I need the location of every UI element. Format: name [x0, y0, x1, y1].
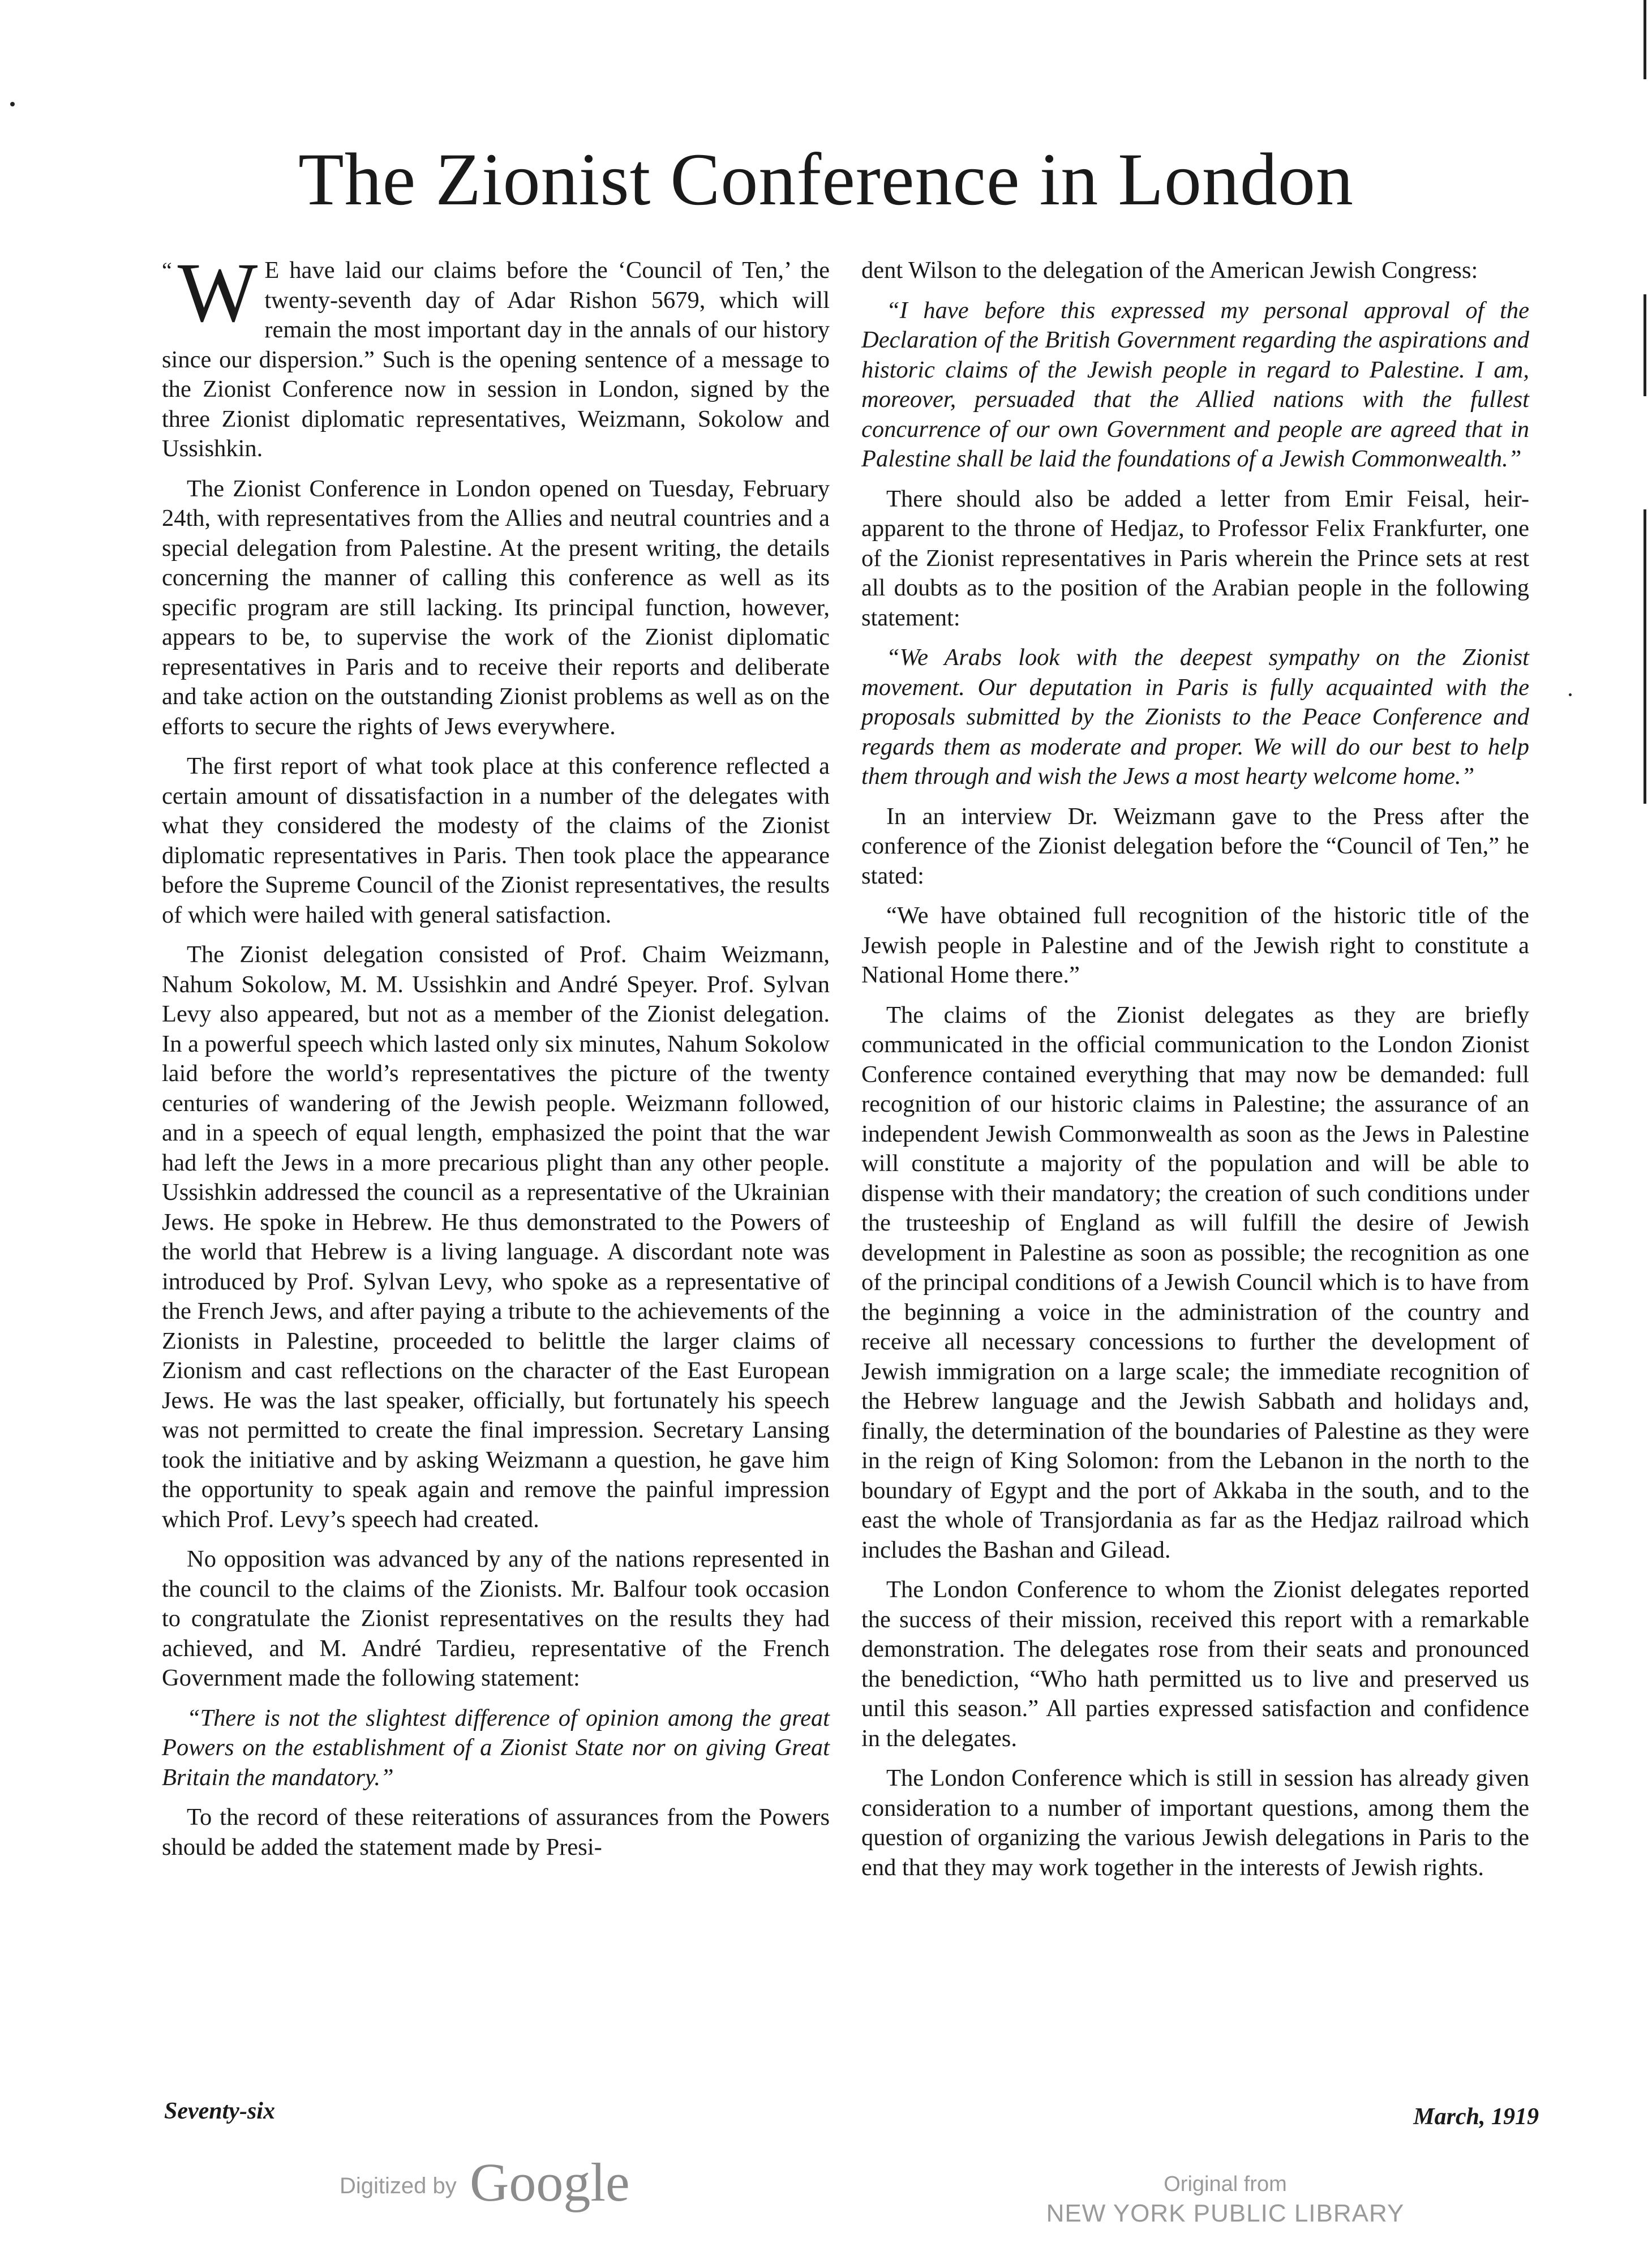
- scan-speck: [10, 102, 15, 106]
- paragraph-text: E have laid our claims before the ‘Council of Ten,’ the twenty-seventh day of Adar Rishon 5679, which will remain the most important day in the annals of our history since our dispersion.” Such is the opening sentence of a message to the Zionist Conference now in session in London, signed by the three Zionist diplomatic representatives, Weizmann, Sokolow and Ussishkin.: [162, 257, 830, 462]
- paragraph-continued: dent Wilson to the delegation of the American Jewish Congress:: [861, 257, 1478, 284]
- right-column: [861, 256, 1529, 1893]
- paragraph: The first report of what took place at this conference reflected a certain amount of dissatisfaction in a number of the delegates with what they considered the modesty of the claims of the Zionist diplomatic representatives in Paris. Then took place the appearance before the Supreme Council of the Zionist representatives, the results of which were hailed with general satisfaction.: [162, 753, 830, 928]
- original-from-label: Original from: [1164, 2172, 1287, 2196]
- paragraph: The claims of the Zionist delegates as they are briefly communicated in the official communication to the London Zionist Conference contained everything that may now be demanded: full recognition of our historic claims in Palestine; the assurance of an independent Jewish Commonwealth as soon as the Jews in Palestine will constitute a majority of the population and will be able to dispense with their mandatory; the creation of such conditions under the trusteeship of England as will fulfill the desire of Jewish development in Palestine as soon as possible; the recognition as one of the principal conditions of a Jewish Council which is to have from the beginning a voice in the administration of the country and receive all necessary concessions to further the development of Jewish immigration on a large scale; the immediate recognition of the Hebrew language and the Jewish Sabbath and holidays and, finally, the determination of the boundaries of Palestine as they were in the reign of King Solomon: from the Lebanon in the north to the boundary of Egypt and the port of Akkaba in the south, and to the east the whole of Transjordania as far as the Hedjaz railroad which includes the Bashan and Gilead.: [861, 1001, 1529, 1563]
- scan-edge-line: [1644, 294, 1646, 396]
- paragraph: In an interview Dr. Weizmann gave to the Press after the conference of the Zionist delegation before the “Council of Ten,” he stated:: [861, 803, 1529, 889]
- opening-quote: “: [162, 258, 172, 283]
- page-number: Seventy-six: [164, 2098, 275, 2124]
- scan-edge-line: [1644, 509, 1646, 804]
- quotation-feisal: “We Arabs look with the deepest sympathy on the Zionist movement. Our deputation in Paris is fully acquainted with the proposals submitted by the Zionists to the Peace Conference and regards them as moderate and proper. We will do our best to help them through and wish the Jews a most hearty welcome home.”: [861, 644, 1529, 790]
- library-name: NEW YORK PUBLIC LIBRARY: [1046, 2199, 1405, 2227]
- scan-speck: [1569, 693, 1572, 696]
- paragraph: No opposition was advanced by any of the nations represented in the council to the claims of the Zionists. Mr. Balfour took occasion to congratulate the Zionist representatives on the results they had achieved, and M. André Tardieu, representative of the French Government made the following statement:: [162, 1546, 830, 1691]
- paragraph: There should also be added a letter from Emir Feisal, heir-apparent to the throne of Hedjaz, to Professor Felix Frankfurter, one of the Zionist representatives in Paris wherein the Prince sets at rest all doubts as to the position of the Arabian people in the following statement:: [861, 485, 1529, 631]
- paragraph: The Zionist delegation consisted of Prof. Chaim Weizmann, Nahum Sokolow, M. M. Ussishkin and André Speyer. Prof. Sylvan Levy also appeared, but not as a member of the Zionist delegation. In a powerful speech which lasted only six minutes, Nahum Sokolow laid before the world’s representatives the picture of the twenty centuries of wandering of the Jewish people. Weizmann followed, and in a speech of equal length, emphasized the point that the war had left the Jews in a more precarious plight than any other people. Ussishkin addressed the council as a representative of the Ukrainian Jews. He spoke in Hebrew. He thus demonstrated to the Powers of the world that Hebrew is a living language. A discordant note was introduced by Prof. Sylvan Levy, who spoke as a representative of the French Jews, and after paying a tribute to the achievements of the Zionists in Palestine, proceeded to belittle the larger claims of Zionism and cast reflections on the character of the East European Jews. He was the last speaker, officially, but fortunately his speech was not permitted to create the final impression. Secretary Lansing took the initiative and by asking Weizmann a question, he gave him the opportunity to speak again and remove the painful impression which Prof. Levy’s speech had created.: [162, 941, 830, 1533]
- paragraph: The London Conference which is still in session has already given consideration to a number of important questions, among them the question of organizing the various Jewish delegations in Paris to the end that they may work together in the interests of Jewish rights.: [861, 1765, 1529, 1881]
- quotation-wilson: “I have before this expressed my personal approval of the Declaration of the British Government regarding the aspirations and historic claims of the Jewish people in regard to Palestine. I am, moreover, persuaded that the Allied nations with the fullest concurrence of our own Government and people are agreed that in Palestine shall be laid the foundations of a Jewish Commonwealth.”: [861, 297, 1529, 472]
- paragraph: The Zionist Conference in London opened on Tuesday, February 24th, with representatives from the Allies and neutral countries and a special delegation from Palestine. At the present writing, the details concerning the manner of calling this conference as well as its specific program are still lacking. Its principal function, however, appears to be, to supervise the work of the Zionist diplomatic representatives in Paris and to receive their reports and deliberate and take action on the outstanding Zionist problems as well as on the efforts to secure the rights of Jews everywhere.: [162, 475, 830, 740]
- digitized-by-label: Digitized by: [340, 2173, 457, 2198]
- paragraph: The London Conference to whom the Zionist delegates reported the success of their mission, received this report with a remarkable demonstration. The delegates rose from their seats and pronounced the benediction, “Who hath permitted us to live and preserved us until this season.” All parties expressed satisfaction and confidence in the delegates.: [861, 1576, 1529, 1752]
- paragraph: To the record of these reiterations of assurances from the Powers should be added the statement made by Presi-: [162, 1804, 830, 1860]
- issue-date: March, 1919: [1413, 2104, 1539, 2130]
- quotation-weizmann: “We have obtained full recognition of the historic title of the Jewish people in Palestine and of the Jewish right to constitute a National Home there.”: [861, 902, 1529, 988]
- left-column: [162, 246, 830, 1872]
- quotation-tardieu: “There is not the slightest difference of opinion among the great Powers on the establishment of a Zionist State nor on giving Great Britain the mandatory.”: [162, 1704, 830, 1791]
- scan-edge-line: [1644, 0, 1646, 79]
- google-logo: Google: [470, 2152, 630, 2212]
- article-title: The Zionist Conference in London: [298, 138, 1354, 221]
- drop-cap: W: [177, 246, 258, 340]
- paragraph: [162, 246, 830, 464]
